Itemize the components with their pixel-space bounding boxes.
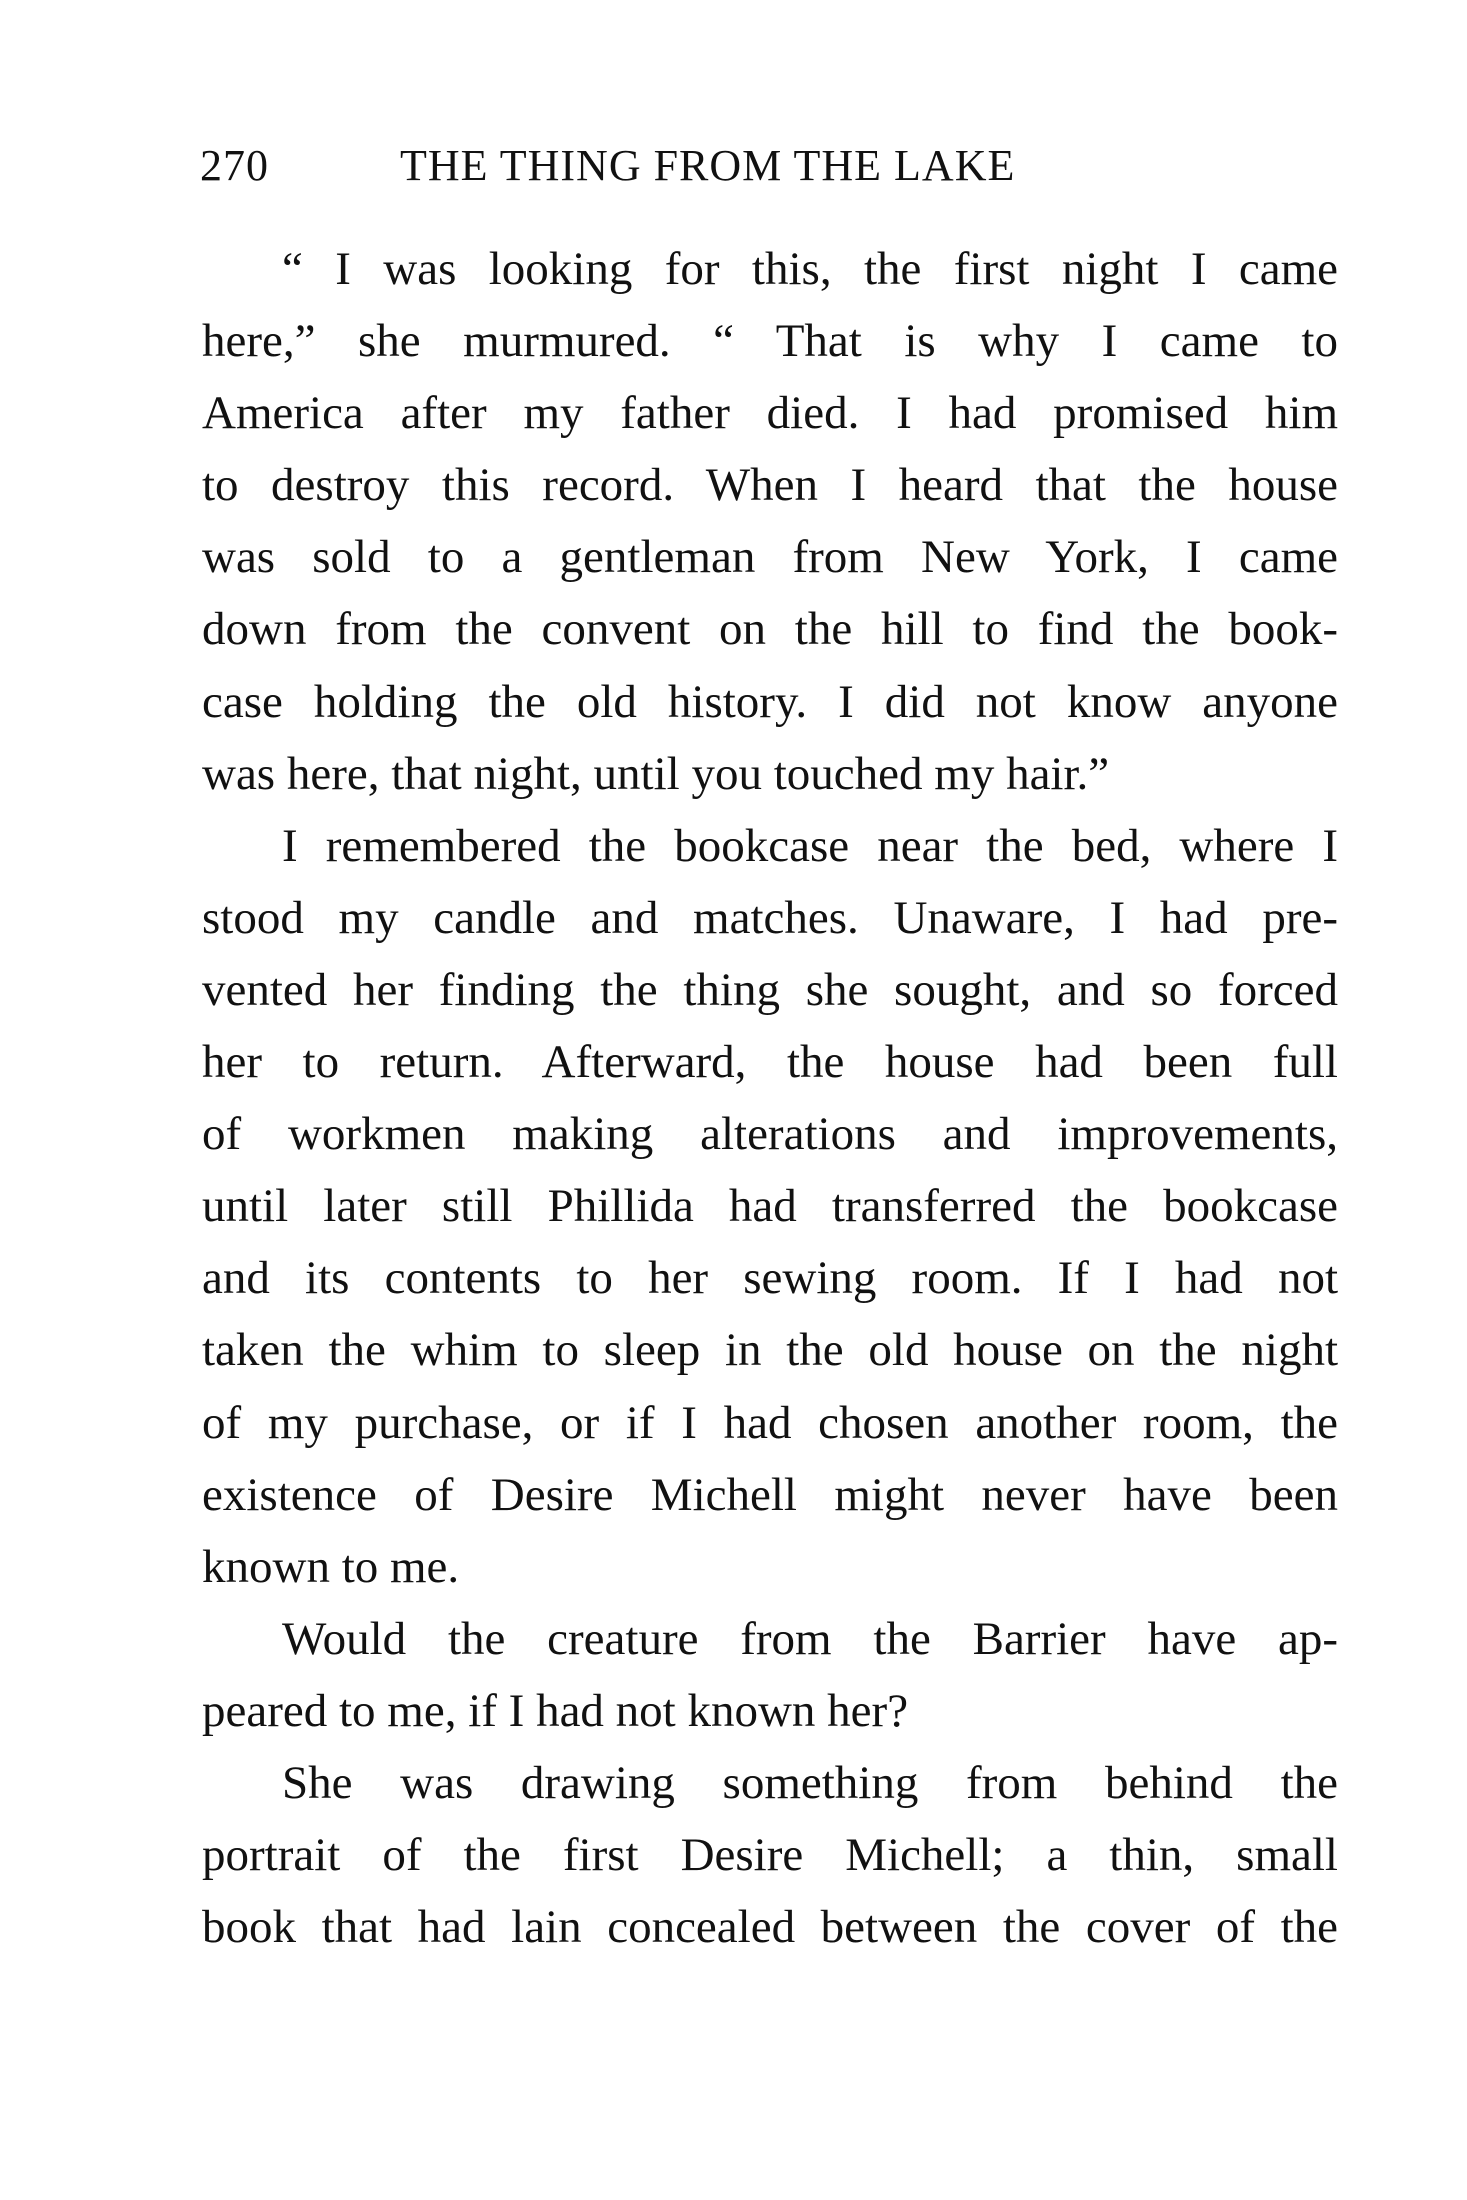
text-line: case holding the old history. I did not know anyone: [202, 675, 1338, 728]
text-line: peared to me, if I had not known her?: [202, 1684, 909, 1737]
paragraph-4: [202, 1747, 1338, 1963]
text-line: was sold to a gentleman from New York, I came: [202, 531, 1338, 584]
page-number: 270: [200, 141, 269, 190]
text-line: “ I was looking for this, the first night I came: [282, 243, 1338, 295]
text-line: portrait of the first Desire Michell; a thin, small: [202, 1829, 1338, 1882]
paragraph-3: [202, 1603, 1338, 1747]
body-text: [202, 233, 1338, 1963]
text-line: taken the whim to sleep in the old house on the night: [202, 1324, 1338, 1377]
text-line: and its contents to her sewing room. If I had not: [202, 1252, 1338, 1305]
text-line: America after my father died. I had promised him: [202, 387, 1338, 440]
text-line: Would the creature from the Barrier have ap-: [282, 1612, 1338, 1665]
text-line: stood my candle and matches. Unaware, I had pre-: [202, 891, 1338, 944]
running-title: THE THING FROM THE LAKE: [400, 141, 1016, 190]
text-line: until later still Phillida had transferred the bookcase: [202, 1180, 1338, 1233]
text-line: book that had lain concealed between the cover of the: [202, 1901, 1338, 1954]
text-line: I remembered the bookcase near the bed, where I: [282, 819, 1338, 872]
text-line: to destroy this record. When I heard that the house: [202, 459, 1338, 512]
text-line: down from the convent on the hill to find the book-: [202, 603, 1338, 656]
text-line: was here, that night, until you touched my hair.”: [202, 747, 1110, 800]
paragraph-2: [202, 810, 1338, 1603]
text-line: her to return. Afterward, the house had been full: [202, 1036, 1338, 1089]
running-head: [200, 136, 1340, 196]
text-line: of my purchase, or if I had chosen another room, the: [202, 1396, 1338, 1449]
text-line: She was drawing something from behind the: [282, 1756, 1338, 1809]
text-line: of workmen making alterations and improvements,: [202, 1108, 1338, 1161]
text-line: known to me.: [202, 1540, 460, 1593]
paragraph-1: [202, 233, 1338, 810]
text-line: here,” she murmured. “ That is why I came to: [202, 315, 1338, 368]
text-line: vented her finding the thing she sought, and so forced: [202, 963, 1338, 1016]
text-line: existence of Desire Michell might never have been: [202, 1468, 1338, 1521]
